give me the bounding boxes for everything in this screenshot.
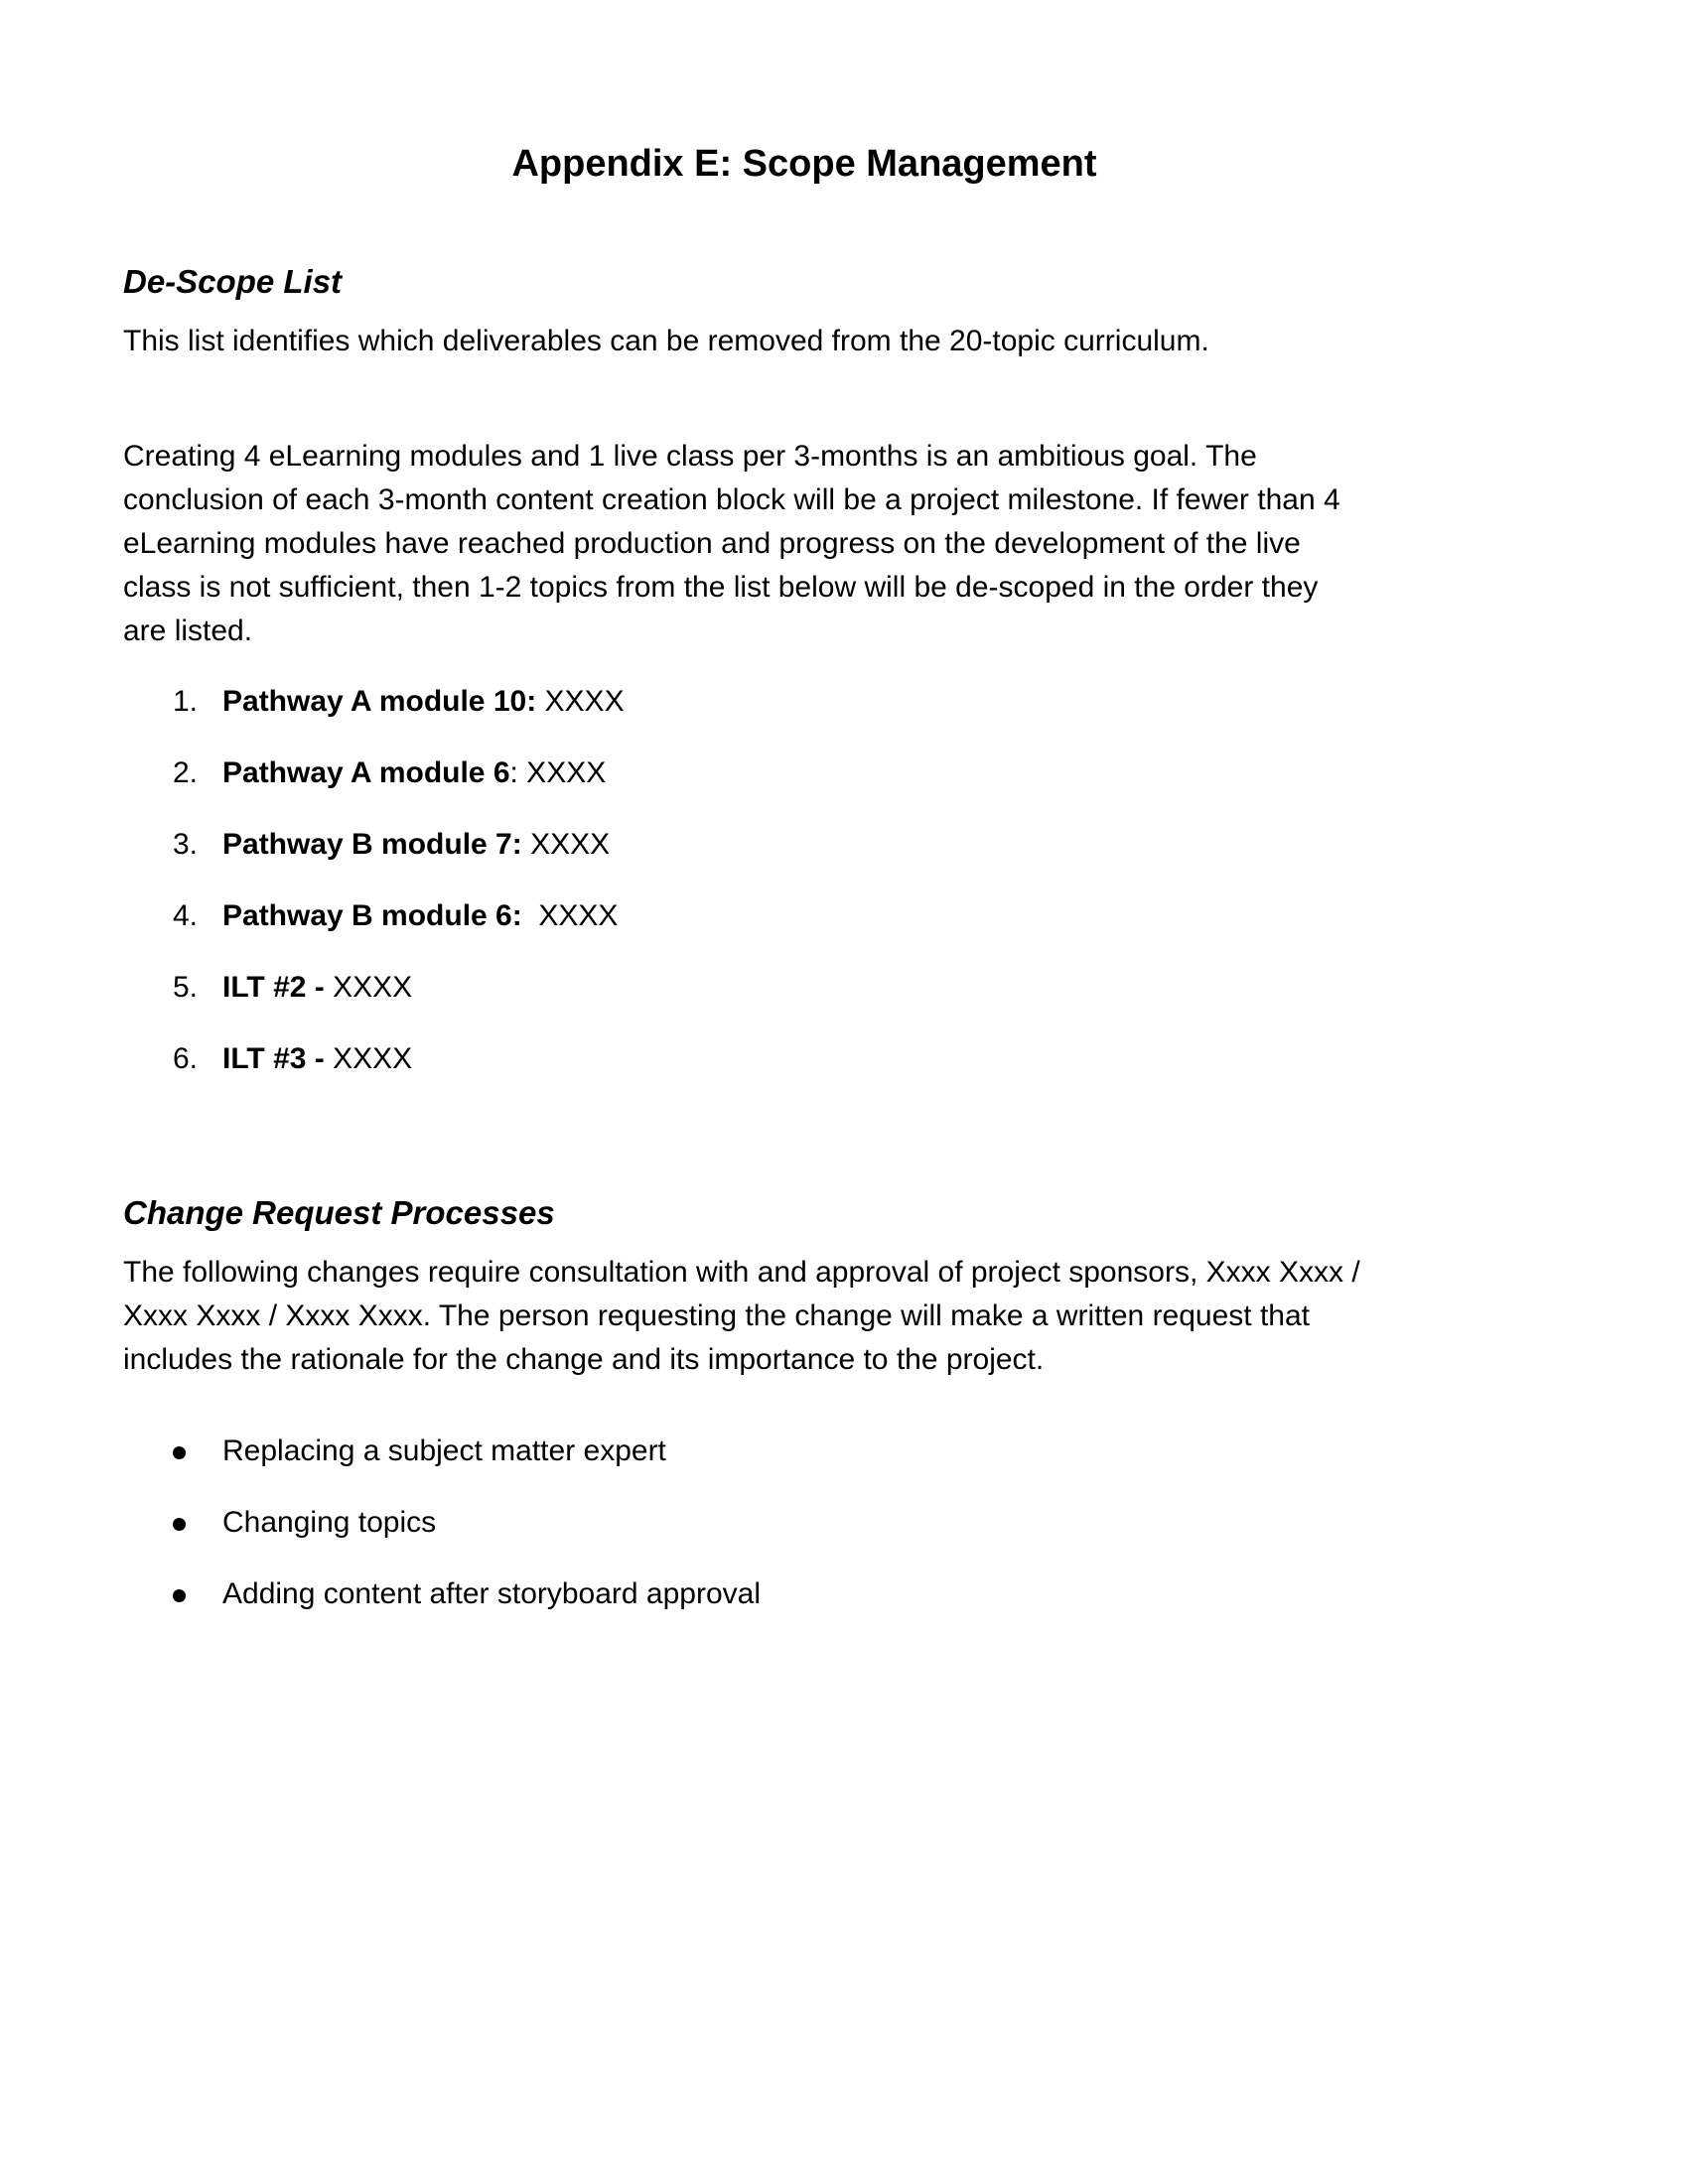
change-request-item	[123, 1430, 666, 1501]
item-label: ILT #2 -	[222, 971, 325, 1004]
paragraph-line: eLearning modules have reached production and progress on the development of the live	[123, 527, 1301, 560]
change-request-item	[123, 1501, 437, 1572]
item-value: XXXX	[521, 828, 611, 861]
paragraph-line: class is not sufficient, then 1-2 topics from the list below will be de-scoped in the order they	[123, 571, 1319, 604]
item-label: Pathway A module 10	[222, 685, 527, 718]
bullet-text: Adding content after storyboard approval	[222, 1577, 762, 1610]
item-value: XXXX	[324, 971, 413, 1004]
bullet-icon	[173, 1518, 186, 1531]
descope-item	[123, 680, 625, 751]
bullet-text: Changing topics	[222, 1506, 437, 1539]
descope-item	[123, 823, 611, 894]
item-value: XXXX	[536, 685, 625, 718]
descope-list	[123, 680, 625, 1109]
item-label: Pathway B module 6:	[222, 899, 522, 932]
item-label-suffix: :	[526, 685, 537, 718]
list-number: 2.	[173, 756, 199, 789]
list-number: 4.	[173, 899, 199, 932]
paragraph-line: includes the rationale for the change and its importance to the project.	[123, 1343, 1045, 1376]
descope-item	[123, 966, 413, 1037]
descope-heading: De-Scope List	[123, 263, 343, 300]
descope-item	[123, 894, 619, 966]
page-title: Appendix E: Scope Management	[511, 143, 1097, 185]
paragraph-line: are listed.	[123, 614, 253, 647]
paragraph-line: The following changes require consultation with and approval of project sponsors, Xxxx Xxxx /	[123, 1256, 1360, 1289]
list-number: 1.	[173, 685, 199, 718]
change-request-list	[123, 1430, 762, 1644]
change-request-item	[123, 1572, 762, 1644]
item-value: XXXX	[521, 899, 619, 932]
descope-intro: This list identifies which deliverables can be removed from the 20-topic curriculum.	[123, 325, 1209, 357]
item-label: ILT #3 -	[222, 1042, 325, 1075]
descope-item	[123, 751, 607, 823]
paragraph-line: Creating 4 eLearning modules and 1 live class per 3-months is an ambitious goal. The	[123, 440, 1257, 473]
change-request-paragraph	[123, 1251, 1503, 1382]
bullet-icon	[173, 1446, 186, 1459]
item-value: XXXX	[324, 1042, 413, 1075]
item-label: Pathway B module 7:	[222, 828, 522, 861]
paragraph-line: conclusion of each 3-month content creation block will be a project milestone. If fewer than 4	[123, 483, 1340, 516]
descope-item	[123, 1037, 413, 1109]
change-request-heading: Change Request Processes	[123, 1194, 555, 1231]
bullet-icon	[173, 1589, 186, 1602]
paragraph-line: Xxxx Xxxx / Xxxx Xxxx. The person requesting the change will make a written request that	[123, 1299, 1311, 1332]
list-number: 5.	[173, 971, 199, 1004]
item-label: Pathway A module 6	[222, 756, 510, 789]
bullet-text: Replacing a subject matter expert	[222, 1434, 666, 1467]
list-number: 3.	[173, 828, 199, 861]
list-number: 6.	[173, 1042, 199, 1075]
descope-paragraph	[123, 435, 1503, 653]
item-value: : XXXX	[509, 756, 607, 789]
